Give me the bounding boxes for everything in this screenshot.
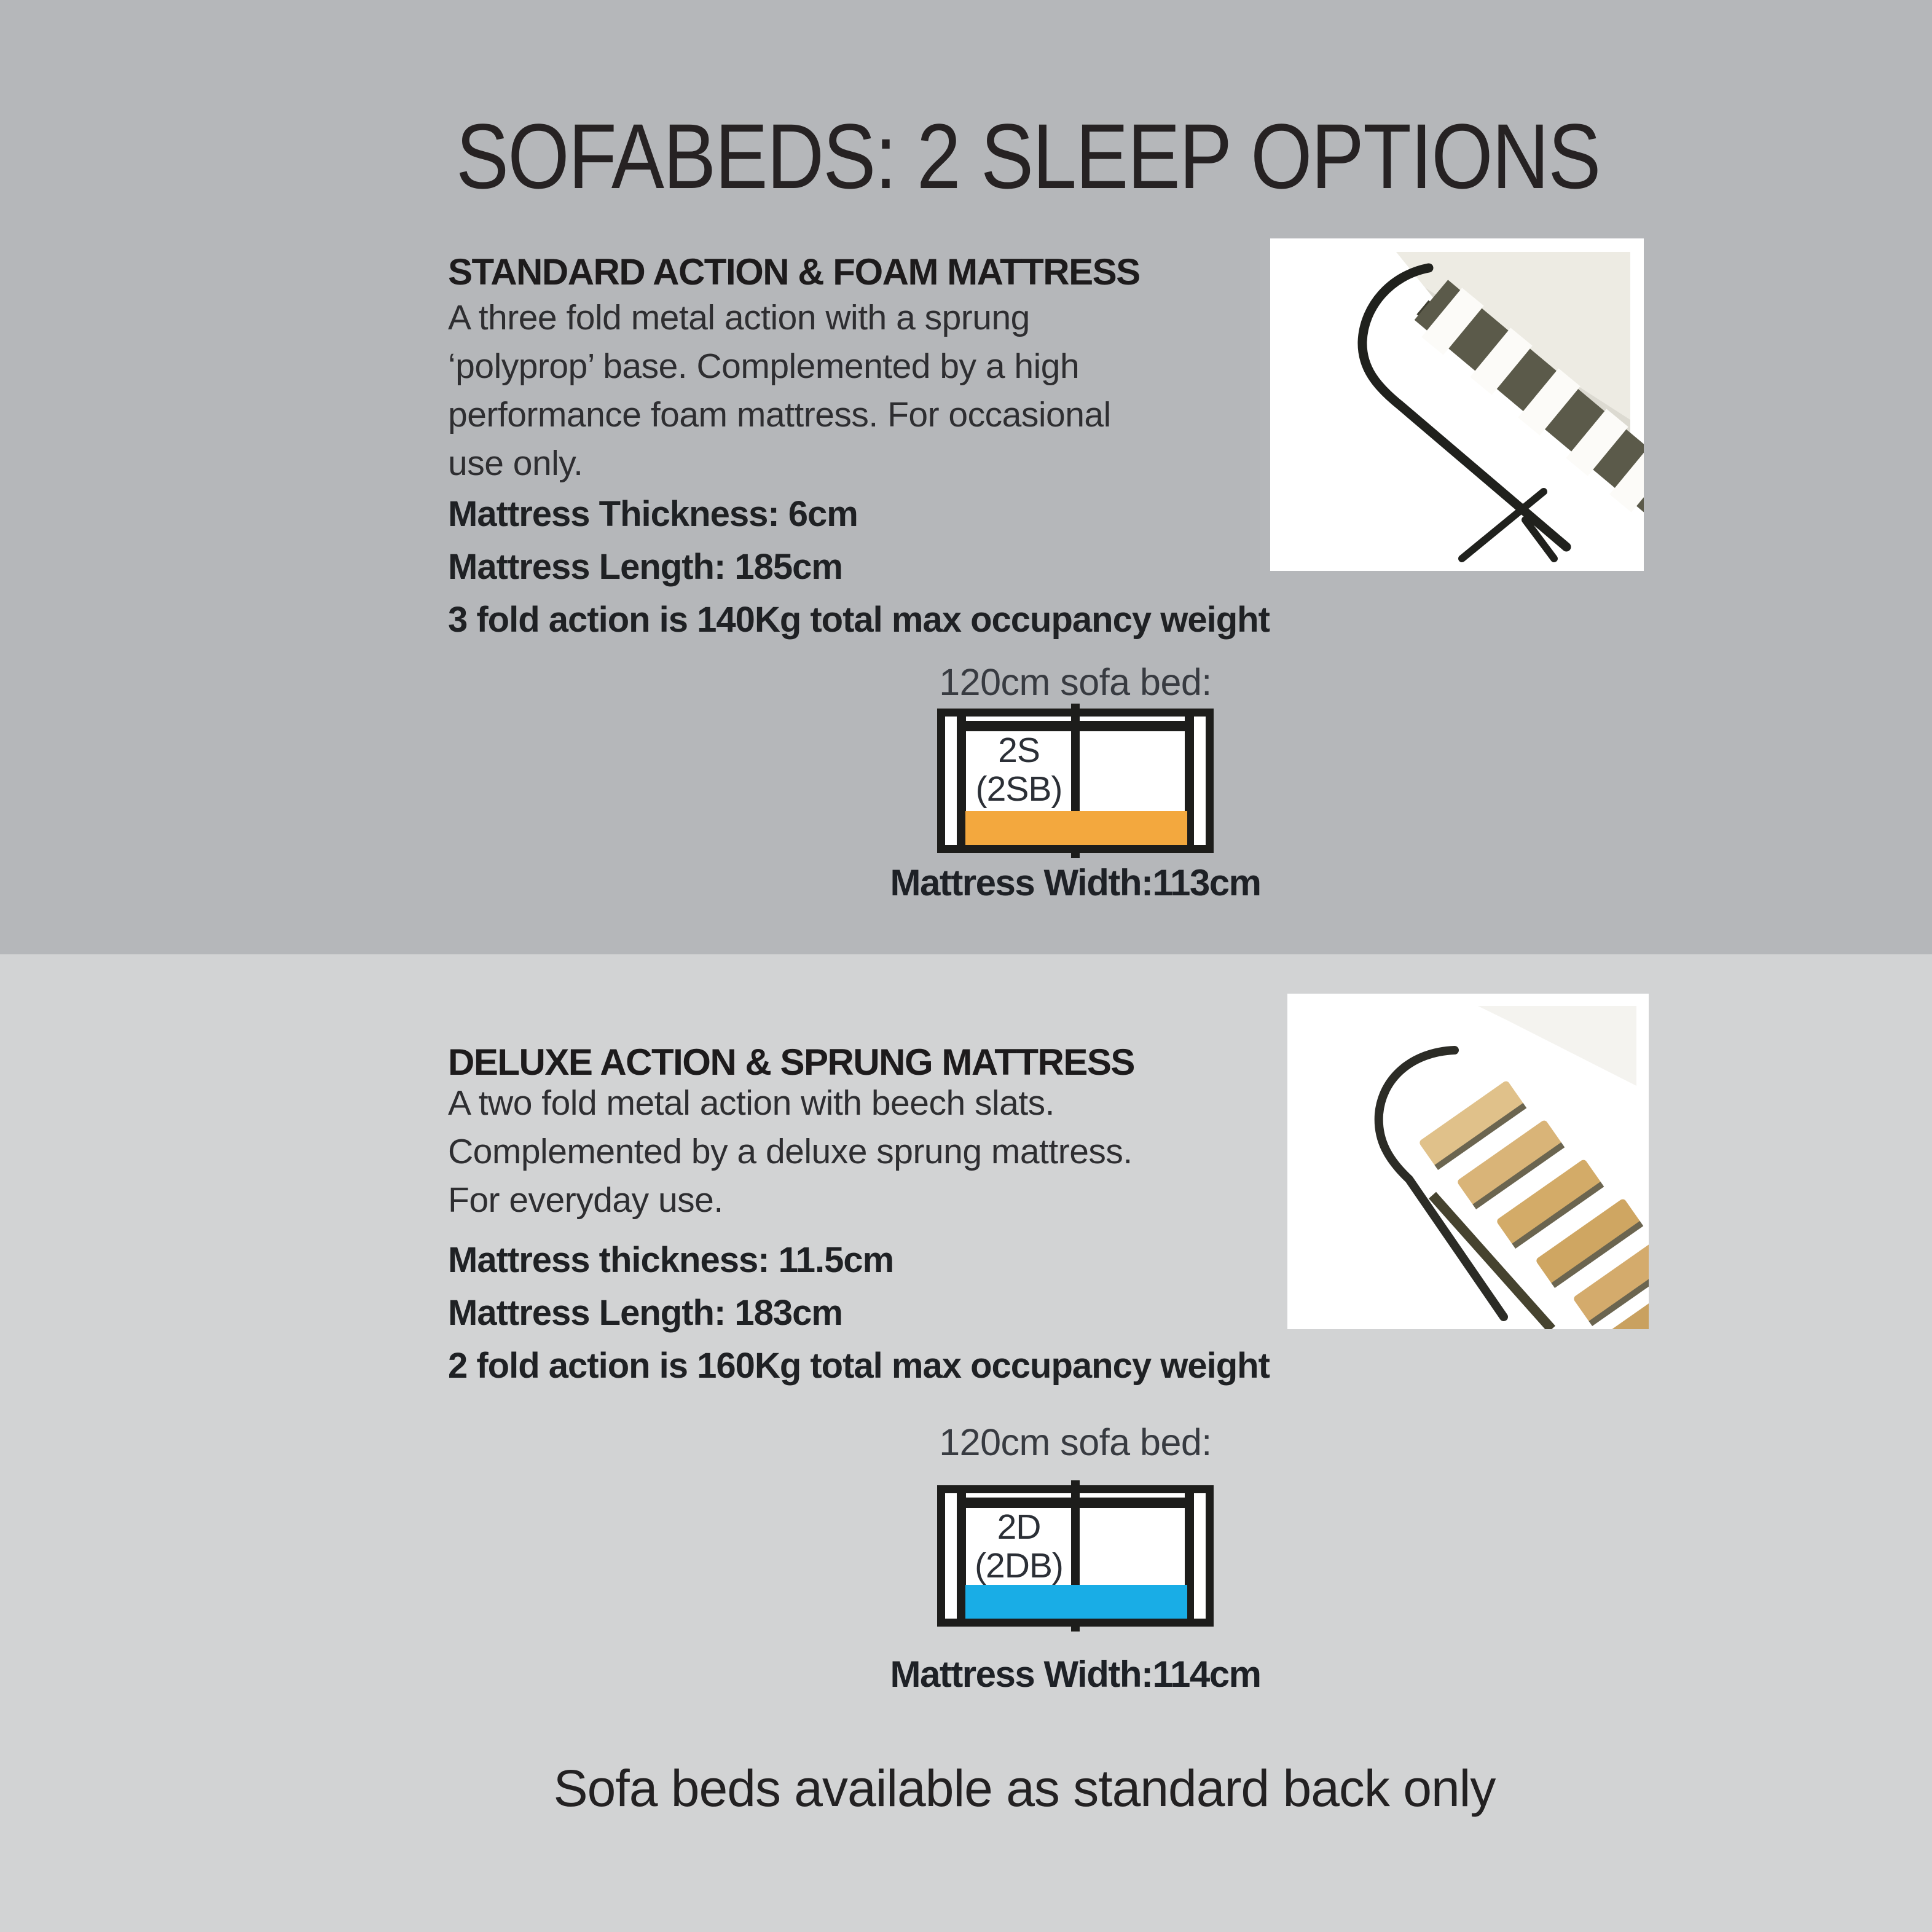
spec-max-occupancy: 2 fold action is 160Kg total max occupancy weight [448, 1346, 1270, 1386]
page-title: SOFABEDS: 2 SLEEP OPTIONS [456, 104, 1600, 208]
text-line: For everyday use. [448, 1180, 723, 1220]
sofa-divider-tick [1071, 1627, 1080, 1632]
sofa-left-arm-line [957, 1493, 966, 1619]
spec-mattress-length: Mattress Length: 185cm [448, 547, 842, 587]
model-code-standard [965, 731, 1072, 809]
sofa-seat-divider [1071, 1480, 1080, 1585]
model-code-line: 2D [997, 1507, 1041, 1547]
standard-action-photo [1270, 238, 1644, 571]
section-standard-heading: STANDARD ACTION & FOAM MATTRESS [448, 251, 1140, 293]
deluxe-action-photo-image [1287, 994, 1649, 1329]
model-code-line: 2S [998, 731, 1040, 770]
text-line: use only. [448, 444, 583, 483]
text-line: Complemented by a deluxe sprung mattress. [448, 1132, 1133, 1171]
deluxe-action-photo [1287, 994, 1649, 1329]
text-line: ‘polyprop’ base. Complemented by a high [448, 347, 1080, 386]
sofa-left-arm-line [957, 717, 966, 845]
mattress-bar-deluxe [965, 1585, 1187, 1619]
text-line: A two fold metal action with beech slats. [448, 1083, 1055, 1123]
mattress-bar-standard [965, 811, 1187, 845]
section-deluxe-specs [448, 1234, 1270, 1392]
sofa-bed-diagram-deluxe [937, 1485, 1214, 1627]
model-code-line: (2DB) [975, 1546, 1063, 1585]
footer-note: Sofa beds available as standard back only [553, 1759, 1496, 1817]
section-deluxe-heading: DELUXE ACTION & SPRUNG MATTRESS [448, 1042, 1134, 1083]
section-deluxe-description [448, 1079, 1133, 1225]
sofa-divider-tick [1071, 853, 1080, 858]
section-standard-description [448, 294, 1111, 488]
sofa-seat-divider [1071, 704, 1080, 811]
sofa-bed-diagram-standard [937, 709, 1214, 853]
sofa-bed-size-label: 120cm sofa bed: [939, 661, 1212, 703]
model-code-line: (2SB) [975, 769, 1062, 809]
mattress-width-label-deluxe: Mattress Width:114cm [890, 1654, 1261, 1695]
spec-max-occupancy: 3 fold action is 140Kg total max occupancy weight [448, 600, 1270, 640]
spec-mattress-length: Mattress Length: 183cm [448, 1293, 842, 1333]
model-code-deluxe [965, 1508, 1072, 1585]
standard-action-photo-image [1270, 238, 1644, 571]
spec-mattress-thickness: Mattress Thickness: 6cm [448, 494, 858, 534]
section-standard-specs [448, 488, 1270, 646]
spec-mattress-thickness: Mattress thickness: 11.5cm [448, 1240, 894, 1280]
sofa-bed-size-label: 120cm sofa bed: [939, 1421, 1212, 1463]
text-line: A three fold metal action with a sprung [448, 298, 1030, 337]
mattress-width-label-standard: Mattress Width:113cm [890, 862, 1261, 903]
text-line: performance foam mattress. For occasional [448, 395, 1111, 434]
